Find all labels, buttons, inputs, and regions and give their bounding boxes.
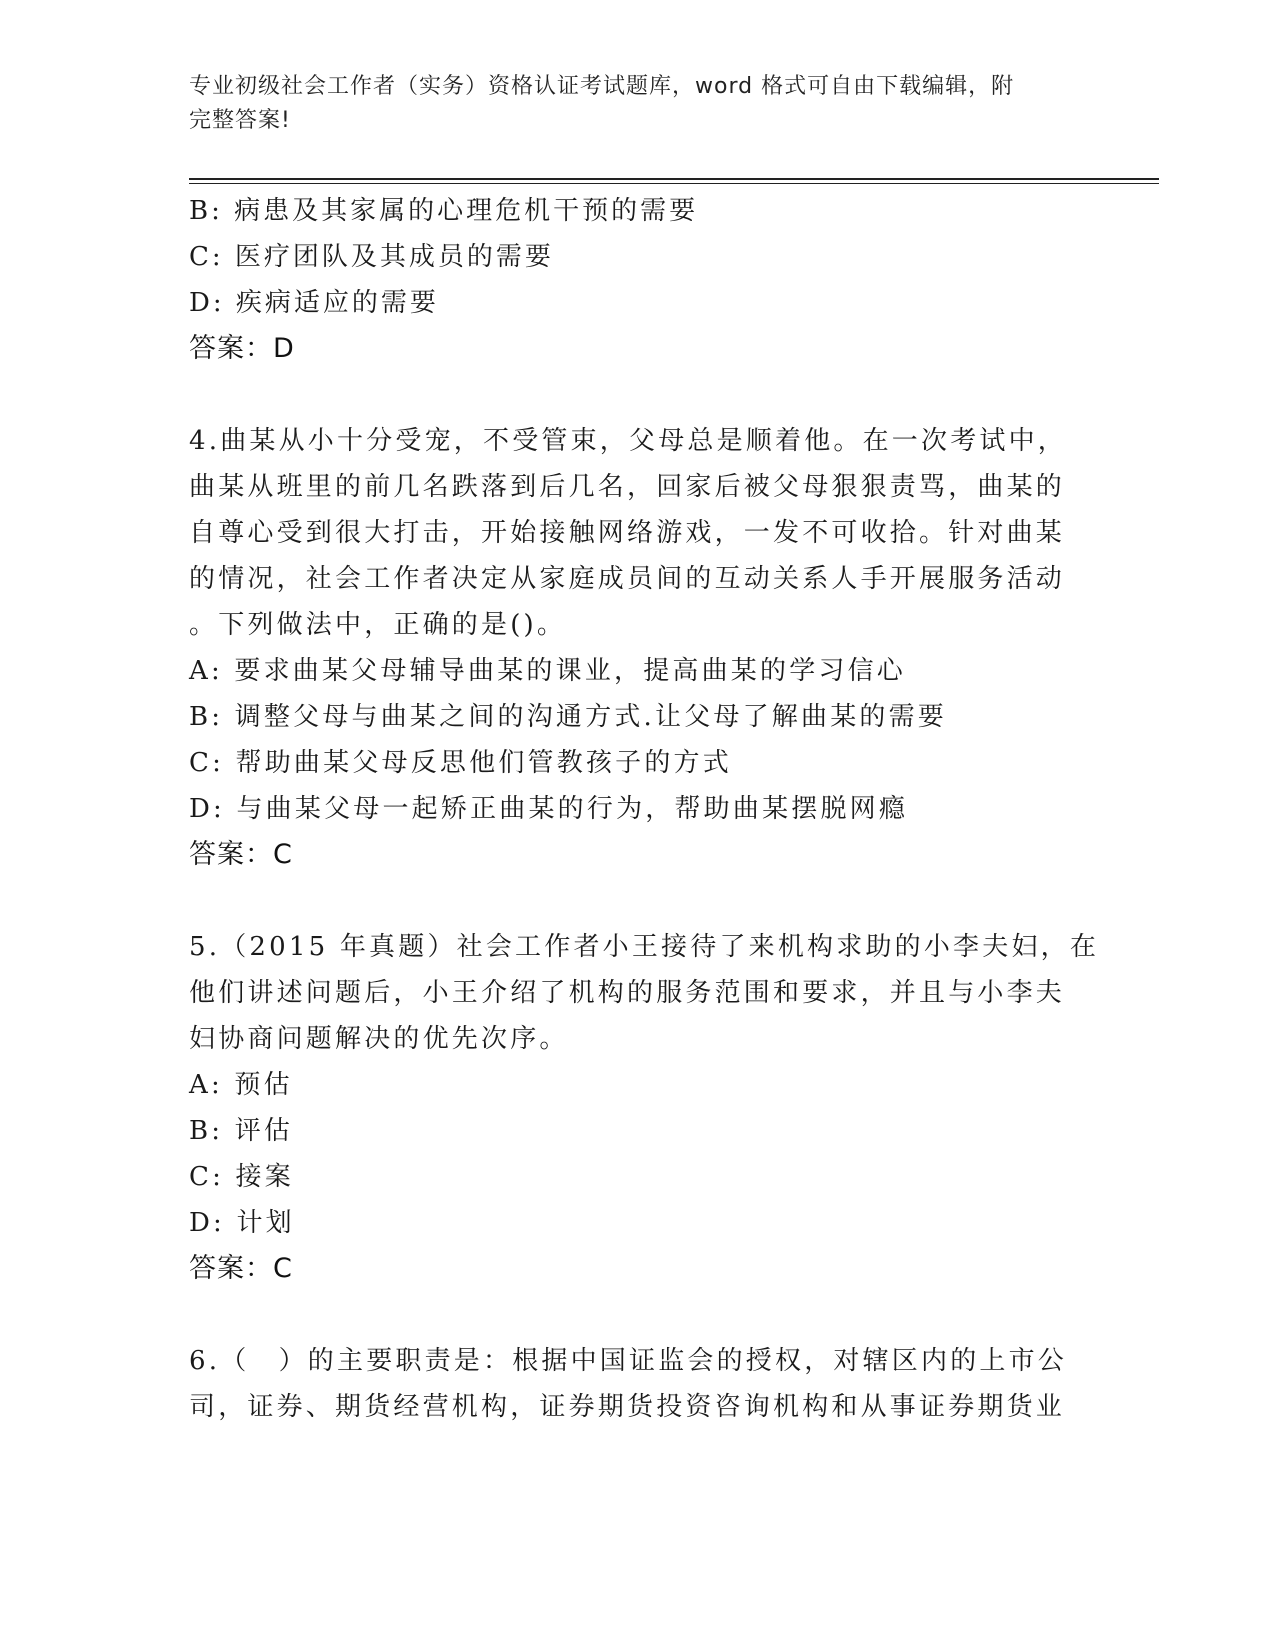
option-b: B: 病患及其家属的心理危机干预的需要	[189, 196, 699, 226]
option-a: A: 预估	[189, 1070, 293, 1100]
header-line-1: 专业初级社会工作者（实务）资格认证考试题库，word 格式可自由下载编辑，附	[189, 74, 1015, 99]
option-c: C: 帮助曲某父母反思他们管教孩子的方式	[189, 748, 732, 778]
spacer	[189, 372, 1069, 418]
question-6	[189, 1338, 1069, 1430]
question-text-line: 。下列做法中，正确的是()。	[189, 610, 567, 640]
option-d: D: 计划	[189, 1208, 295, 1238]
document-header	[189, 70, 1089, 138]
option-d: D: 与曲某父母一起矫正曲某的行为，帮助曲某摆脱网瘾	[189, 794, 909, 824]
spacer	[189, 1292, 1069, 1338]
option-c: C: 医疗团队及其成员的需要	[189, 242, 554, 272]
option-a: A: 要求曲某父母辅导曲某的课业，提高曲某的学习信心	[189, 656, 907, 686]
question-text-line: 司，证券、期货经营机构，证券期货投资咨询机构和从事证券期货业	[189, 1392, 1066, 1422]
option-c: C: 接案	[189, 1162, 294, 1192]
answer-label: 答案：C	[189, 839, 293, 870]
header-divider-thick	[189, 178, 1159, 180]
question-4	[189, 418, 1069, 878]
option-b: B: 调整父母与曲某之间的沟通方式.让父母了解曲某的需要	[189, 702, 947, 732]
question-text-line: 妇协商问题解决的优先次序。	[189, 1024, 569, 1054]
question-text-line: 他们讲述问题后，小王介绍了机构的服务范围和要求，并且与小李夫	[189, 978, 1066, 1008]
question-3-tail	[189, 188, 1069, 372]
question-text-line: 曲某从班里的前几名跌落到后几名，回家后被父母狠狠责骂，曲某的	[189, 472, 1066, 502]
header-line-2: 完整答案!	[189, 108, 291, 133]
question-5	[189, 924, 1100, 1292]
question-text-line: 4.曲某从小十分受宠，不受管束，父母总是顺着他。在一次考试中，	[189, 426, 1068, 456]
question-text-line: 5.（2015 年真题）社会工作者小王接待了来机构求助的小李夫妇，在	[189, 932, 1100, 962]
header-divider-thin	[189, 183, 1159, 184]
question-text-line: 自尊心受到很大打击，开始接触网络游戏，一发不可收拾。针对曲某	[189, 518, 1066, 548]
spacer	[189, 878, 1069, 924]
question-list	[189, 188, 1100, 1430]
answer-label: 答案：C	[189, 1253, 293, 1284]
question-text-line: 的情况，社会工作者决定从家庭成员间的互动关系人手开展服务活动	[189, 564, 1066, 594]
option-d: D: 疾病适应的需要	[189, 288, 439, 318]
answer-label: 答案：D	[189, 333, 295, 364]
option-b: B: 评估	[189, 1116, 294, 1146]
question-text-line: 6.（ ）的主要职责是：根据中国证监会的授权，对辖区内的上市公	[189, 1346, 1068, 1376]
